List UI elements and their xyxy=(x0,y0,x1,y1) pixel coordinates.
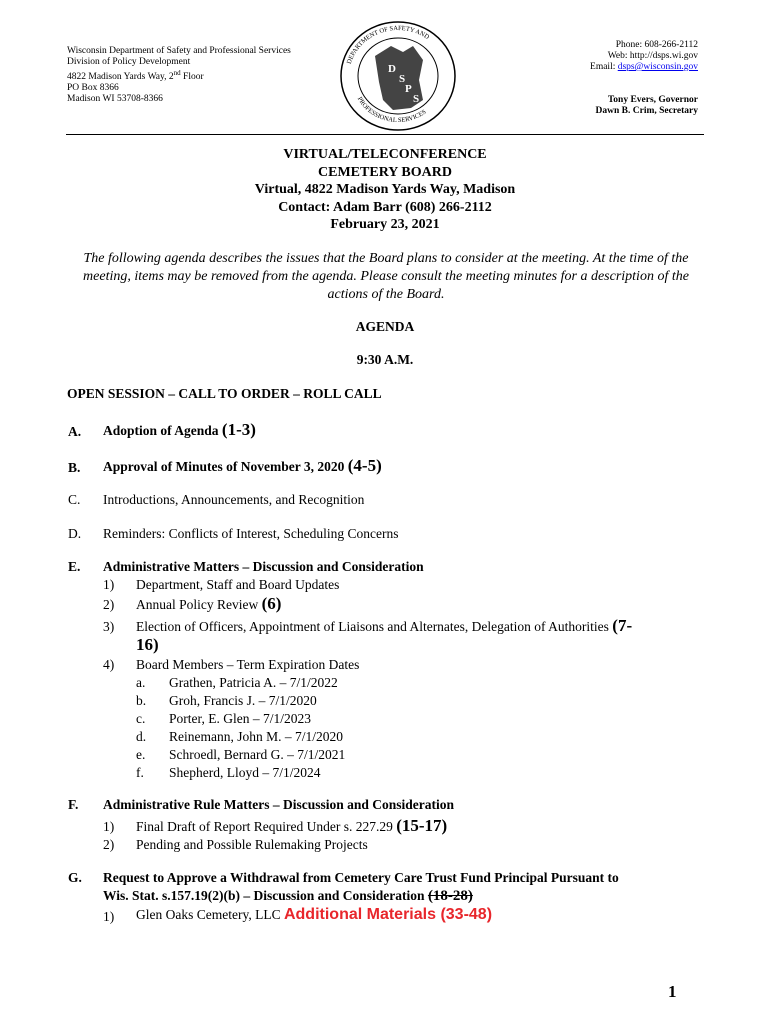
sub-text: Annual Policy Review xyxy=(136,597,259,612)
meeting-heading xyxy=(40,146,730,234)
item-g-line2 xyxy=(103,888,473,905)
item-f: Administrative Rule Matters – Discussion and Consideration xyxy=(103,797,455,812)
sub-num: 1) xyxy=(103,819,115,834)
address-line: Madison WI 53708-8366 xyxy=(67,94,163,105)
member-item: Porter, E. Glen – 7/1/2023 xyxy=(169,711,311,726)
item-g-line1: Request to Approve a Withdrawal from Cemetery Care Trust Fund Principal Pursuant to xyxy=(103,870,619,885)
address-line: Division of Policy Development xyxy=(67,57,191,67)
item-c: Introductions, Announcements, and Recognition xyxy=(103,492,365,507)
item-e: Administrative Matters – Discussion and Consideration xyxy=(103,559,424,574)
member-item: Grathen, Patricia A. – 7/1/2022 xyxy=(169,675,338,690)
additional-materials-link[interactable]: Additional Materials (33-48) xyxy=(283,906,493,923)
heading-line: Virtual, 4822 Madison Yards Way, Madison xyxy=(254,182,516,197)
item-letter: E. xyxy=(68,559,81,574)
member-letter: c. xyxy=(136,711,146,726)
member-letter: b. xyxy=(136,693,147,708)
seal-letter: S xyxy=(413,93,420,105)
open-session-heading: OPEN SESSION – CALL TO ORDER – ROLL CALL xyxy=(67,386,382,401)
letterhead-address xyxy=(67,46,291,105)
member-letter: d. xyxy=(136,729,147,744)
governor-text: Tony Evers, Governor xyxy=(607,95,698,105)
page-ref: (1-3) xyxy=(221,420,256,439)
member-letter: f. xyxy=(136,765,144,780)
member-letter: a. xyxy=(136,675,146,690)
seal-letter: P xyxy=(405,83,412,95)
page-ref-continued: 16) xyxy=(136,635,159,654)
heading-line: CEMETERY BOARD xyxy=(318,164,452,180)
header-divider xyxy=(66,134,704,135)
letterhead-contact xyxy=(480,40,698,73)
secretary-text: Dawn B. Crim, Secretary xyxy=(595,106,698,116)
sub-text: Final Draft of Report Required Under s. 227.29 xyxy=(136,819,393,834)
item-letter: B. xyxy=(68,460,81,475)
item-a xyxy=(103,420,256,440)
phone-text: Phone: 608-266-2112 xyxy=(615,40,698,50)
sub-num: 2) xyxy=(103,837,115,852)
sub-num: 1) xyxy=(103,577,115,592)
item-letter: C. xyxy=(68,492,81,507)
item-letter: D. xyxy=(68,526,82,541)
sub-num: 2) xyxy=(103,597,115,612)
item-text: Adoption of Agenda xyxy=(103,423,219,438)
sub-item xyxy=(136,616,704,636)
intro-paragraph: The following agenda describes the issues that the Board plans to consider at the meeting. At the time of the meeting, items may be removed from the agenda. Please consult the meeting minutes for a description of the actions of the Board. xyxy=(83,251,689,302)
letterhead-officials xyxy=(480,95,698,117)
sub-item: Pending and Possible Rulemaking Projects xyxy=(136,837,368,852)
address-line: 4822 Madison Yards Way, 2nd Floor xyxy=(67,69,204,83)
sub-item: Board Members – Term Expiration Dates xyxy=(136,657,360,672)
page-ref: (15-17) xyxy=(396,816,448,835)
email-text xyxy=(480,62,698,73)
sub-item: Department, Staff and Board Updates xyxy=(136,577,340,592)
email-label: Email: xyxy=(590,62,618,72)
sub-text: Glen Oaks Cemetery, LLC xyxy=(136,907,281,922)
dsps-seal-logo xyxy=(339,20,457,132)
sub-item xyxy=(136,594,281,614)
heading-line: VIRTUAL/TELECONFERENCE xyxy=(283,147,487,162)
meeting-time: 9:30 A.M. xyxy=(356,352,414,367)
sub-num: 1) xyxy=(103,909,115,924)
member-item: Reinemann, John M. – 7/1/2020 xyxy=(169,729,343,744)
item-b xyxy=(103,456,382,476)
email-link[interactable]: dsps@wisconsin.gov xyxy=(617,62,698,72)
item-letter: A. xyxy=(68,424,82,439)
item-letter: F. xyxy=(68,797,79,812)
item-text: Approval of Minutes of November 3, 2020 xyxy=(103,459,345,474)
struck-page-ref: (18-28) xyxy=(427,888,473,904)
seal-letter: S xyxy=(399,73,406,85)
svg-text:DEPARTMENT OF SAFETY AND: DEPARTMENT OF SAFETY AND xyxy=(345,24,431,65)
page-ref: (7- xyxy=(612,616,633,635)
svg-text:PROFESSIONAL SERVICES: PROFESSIONAL SERVICES xyxy=(355,95,428,125)
web-text: Web: http://dsps.wi.gov xyxy=(607,51,698,61)
address-line: PO Box 8366 xyxy=(67,83,119,94)
sub-item xyxy=(136,906,492,924)
item-text: Wis. Stat. s.157.19(2)(b) – Discussion and Consideration xyxy=(103,888,425,903)
member-item: Shepherd, Lloyd – 7/1/2024 xyxy=(169,765,321,780)
seal-icon xyxy=(339,20,457,132)
item-letter: G. xyxy=(68,870,82,885)
seal-letter: D xyxy=(388,63,396,75)
heading-line: February 23, 2021 xyxy=(330,217,440,232)
page-ref: (6) xyxy=(261,594,282,613)
heading-line: Contact: Adam Barr (608) 266-2112 xyxy=(278,199,492,215)
page-ref: (4-5) xyxy=(347,456,382,475)
member-item: Schroedl, Bernard G. – 7/1/2021 xyxy=(169,747,346,762)
sub-num: 3) xyxy=(103,619,115,634)
member-letter: e. xyxy=(136,747,146,762)
sub-item xyxy=(136,816,447,836)
sub-text: Election of Officers, Appointment of Liaisons and Alternates, Delegation of Authorities xyxy=(136,619,609,634)
address-line: Wisconsin Department of Safety and Professional Services xyxy=(67,46,291,56)
member-item: Groh, Francis J. – 7/1/2020 xyxy=(169,693,317,708)
item-d: Reminders: Conflicts of Interest, Scheduling Concerns xyxy=(103,526,399,541)
page-number: 1 xyxy=(668,982,677,1001)
agenda-title: AGENDA xyxy=(355,319,415,334)
sub-num: 4) xyxy=(103,657,115,672)
